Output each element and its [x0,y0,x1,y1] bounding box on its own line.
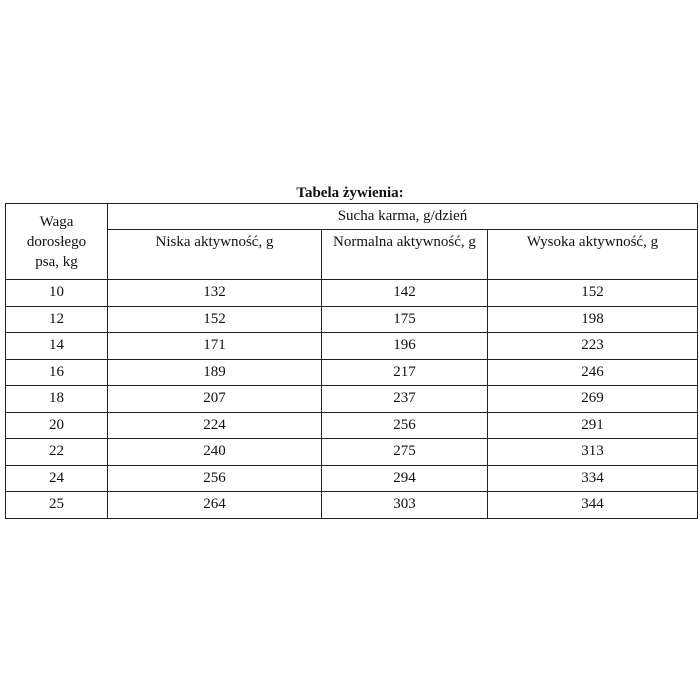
table-row [6,439,698,466]
high-activity-cell: 152 [488,280,698,307]
high-activity-cell: 198 [488,306,698,333]
normal-activity-cell: 237 [322,386,488,413]
low-activity-cell: 152 [108,306,322,333]
normal-activity-cell: 256 [322,412,488,439]
table-row [6,386,698,413]
weight-cell: 25 [6,492,108,519]
table-title: Tabela żywienia: [296,185,404,201]
high-activity-cell: 269 [488,386,698,413]
low-activity-cell: 224 [108,412,322,439]
weight-cell: 12 [6,306,108,333]
weight-header-line: Waga [39,213,74,230]
low-activity-cell: 189 [108,359,322,386]
normal-activity-cell: 142 [322,280,488,307]
normal-activity-cell: 275 [322,439,488,466]
table-row [6,306,698,333]
low-activity-cell: 240 [108,439,322,466]
high-activity-cell: 223 [488,333,698,360]
high-activity-cell: 344 [488,492,698,519]
table-row [6,465,698,492]
weight-column-header [6,204,108,280]
normal-activity-cell: 303 [322,492,488,519]
high-activity-cell: 313 [488,439,698,466]
high-activity-cell: 246 [488,359,698,386]
weight-cell: 20 [6,412,108,439]
table-row [6,333,698,360]
low-activity-cell: 171 [108,333,322,360]
weight-cell: 10 [6,280,108,307]
high-activity-header: Wysoka aktywność, g [488,230,698,280]
table-row [6,280,698,307]
low-activity-cell: 256 [108,465,322,492]
table-row [6,492,698,519]
table-row [6,412,698,439]
normal-activity-cell: 196 [322,333,488,360]
high-activity-cell: 291 [488,412,698,439]
normal-activity-cell: 175 [322,306,488,333]
dry-food-group-header: Sucha karma, g/dzień [108,204,698,230]
weight-cell: 24 [6,465,108,492]
low-activity-cell: 264 [108,492,322,519]
weight-cell: 22 [6,439,108,466]
weight-cell: 16 [6,359,108,386]
weight-header-line: dorosłego [26,233,87,250]
normal-activity-cell: 294 [322,465,488,492]
low-activity-cell: 132 [108,280,322,307]
weight-header-line: psa, kg [35,253,78,270]
normal-activity-cell: 217 [322,359,488,386]
high-activity-cell: 334 [488,465,698,492]
weight-cell: 14 [6,333,108,360]
weight-cell: 18 [6,386,108,413]
normal-activity-header: Normalna aktywność, g [322,230,488,280]
feeding-table [5,203,698,519]
table-row [6,359,698,386]
low-activity-cell: 207 [108,386,322,413]
table-body [6,280,698,519]
low-activity-header: Niska aktywność, g [108,230,322,280]
